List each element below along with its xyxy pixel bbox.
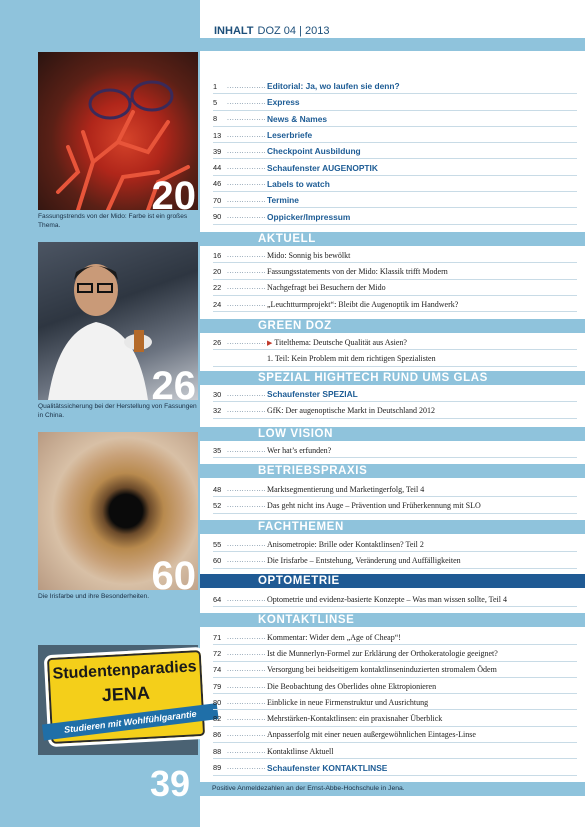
toc-entry[interactable]: 26 ................ ▶ Titelthema: Deutsche Qualität aus Asien? (213, 334, 585, 350)
toc-entry[interactable]: 55 ................ Anisometropie: Brille oder Kontaktlinsen? Teil 2 (213, 536, 585, 552)
toc-entry[interactable]: 70 ................ Termine (213, 192, 585, 208)
toc-intro (213, 78, 585, 225)
toc-entry[interactable]: 13 ................ Leserbriefe (213, 127, 585, 143)
jena-promo-image (38, 645, 198, 755)
toc-low-vision (213, 442, 585, 458)
toc-entry[interactable]: 44 ................ Schaufenster AUGENOPTIK (213, 159, 585, 175)
section-spezial: SPEZIAL HIGHTECH RUND UMS GLAS (200, 371, 585, 385)
photo-iris (38, 432, 198, 590)
toc-entry[interactable]: 30 ................ Schaufenster SPEZIAL (213, 386, 585, 402)
toc-betriebspraxis (213, 481, 585, 514)
toc-green-doz (213, 334, 585, 367)
photo-mido-frames (38, 52, 198, 210)
toc-entry[interactable]: 32 ................ GfK: Der augenoptische Markt in Deutschland 2012 (213, 402, 585, 418)
section-kontaktlinse: KONTAKTLINSE (200, 613, 585, 627)
sign-banner: Studieren mit Wohlfühlgarantie (42, 703, 219, 740)
footer-caption: Positive Anmeldezahlen an der Ernst-Abbe-Hochschule in Jena. (212, 785, 405, 792)
header-issue: DOZ 04 | 2013 (257, 25, 330, 37)
toc-entry[interactable]: 16 ................ Mido: Sonnig bis bewölkt (213, 247, 585, 263)
toc-entry[interactable]: 39 ................ Checkpoint Ausbildung (213, 143, 585, 159)
toc-kontaktlinse (213, 629, 585, 776)
toc-entry[interactable]: 71 ................ Kommentar: Wider dem „Age of Cheap“! (213, 629, 585, 645)
section-green-doz: GREEN DOZ (200, 319, 585, 333)
toc-entry[interactable]: 79 ................ Die Beobachtung des Oberlides ohne Ektropionieren (213, 678, 585, 694)
header-rule (200, 38, 585, 51)
toc-entry[interactable]: 82 ................ Mehrstärken-Kontaktlinsen: ein praxisnaher Überblick (213, 710, 585, 726)
photo-caption-mido: Fassungstrends von der Mido: Farbe ist ein großes Thema. (38, 213, 188, 229)
toc-entry[interactable]: 35 ................ Wer hat’s erfunden? (213, 442, 585, 458)
toc-entry[interactable]: 64 ................ Optometrie und evidenz-basierte Konzepte – Was man wissen sollte, Teil 4 (213, 591, 585, 607)
section-low-vision: LOW VISION (200, 427, 585, 441)
toc-entry[interactable]: 72 ................ Ist die Munnerlyn-Formel zur Erklärung der Orthokeratologie geeignet? (213, 645, 585, 661)
header-inhalt: INHALT (214, 25, 254, 37)
toc-entry[interactable]: 1 ................ Editorial: Ja, wo laufen sie denn? (213, 78, 585, 94)
toc-entry[interactable]: 80 ................ Einblicke in neue Firmenstruktur und Ausrichtung (213, 694, 585, 710)
toc-entry[interactable]: 89 ................ Schaufenster KONTAKTLINSE (213, 759, 585, 775)
toc-entry[interactable]: 5 ................ Express (213, 94, 585, 110)
toc-entry[interactable]: 90 ................ Oppicker/Impressum (213, 208, 585, 224)
toc-entry[interactable]: 74 ................ Versorgung bei beidseitigem kontaktlinseninduzierten stromalem Ödem (213, 662, 585, 678)
city-sign (44, 647, 209, 747)
page-number-60: 60 (151, 554, 196, 590)
photo-quality-check (38, 242, 198, 400)
toc-spezial (213, 386, 585, 419)
toc-fachthemen (213, 536, 585, 569)
section-fachthemen: FACHTHEMEN (200, 520, 585, 534)
page-number-26: 26 (151, 364, 196, 400)
section-optometrie: OPTOMETRIE (200, 574, 585, 588)
photo-caption-china: Qualitätssicherung bei der Herstellung von Fassungen in China. (38, 403, 197, 419)
toc-entry[interactable]: 52 ................ Das geht nicht ins Auge – Prävention und Früherkennung mit SLO (213, 497, 585, 513)
toc-entry[interactable]: 22 ................ Nachgefragt bei Besuchern der Mido (213, 280, 585, 296)
toc-entry[interactable]: 1. Teil: Kein Problem mit dem richtigen Spezialisten (213, 350, 585, 366)
toc-aktuell (213, 247, 585, 312)
toc-entry[interactable]: 46 ................ Labels to watch (213, 176, 585, 192)
toc-optometrie (213, 591, 585, 607)
page-header (200, 24, 585, 38)
toc-entry[interactable]: 88 ................ Kontaktlinse Aktuell (213, 743, 585, 759)
sign-title: Studentenparadies (52, 658, 197, 683)
toc-entry[interactable]: 20 ................ Fassungsstatements von der Mido: Klassik trifft Modern (213, 263, 585, 279)
toc-entry[interactable]: 8 ................ News & Names (213, 111, 585, 127)
triangle-marker-icon: ▶ (267, 338, 273, 347)
page-number-20: 20 (151, 174, 196, 210)
section-aktuell: AKTUELL (200, 232, 585, 246)
sign-city: JENA (101, 682, 151, 706)
toc-entry[interactable]: 48 ................ Marktsegmentierung und Marketingerfolg, Teil 4 (213, 481, 585, 497)
section-betriebspraxis: BETRIEBSPRAXIS (200, 464, 585, 478)
toc-entry[interactable]: 24 ................ „Leuchtturmprojekt“: Bleibt die Augenoptik im Handwerk? (213, 296, 585, 312)
toc-entry[interactable]: 60 ................ Die Irisfarbe – Entstehung, Veränderung und Auffälligkeiten (213, 552, 585, 568)
toc-entry[interactable]: 86 ................ Anpasserfolg mit einer neuen außergewöhnlichen Eintages-Linse (213, 727, 585, 743)
photo-caption-iris: Die Irisfarbe und ihre Besonderheiten. (38, 593, 150, 600)
page-number-39: 39 (150, 763, 191, 804)
